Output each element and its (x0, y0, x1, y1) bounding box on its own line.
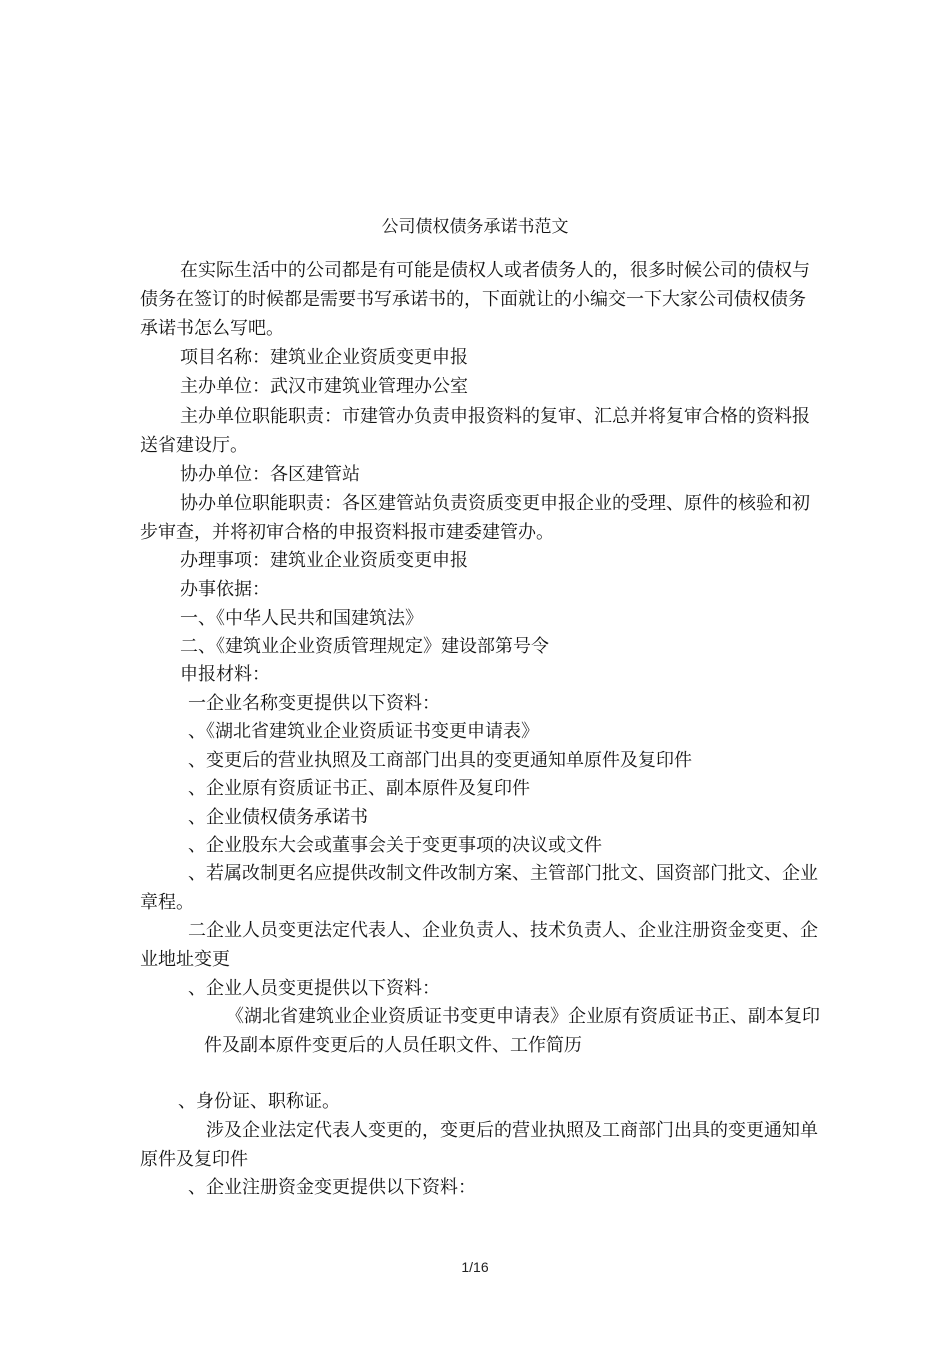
legal-rep-change-paragraph: 涉及企业法定代表人变更的，变更后的营业执照及工商部门出具的变更通知单原件及复印件 (140, 1120, 818, 1170)
assist-unit-line: 协办单位：各区建管站 (180, 464, 360, 485)
intro-paragraph: 在实际生活中的公司都是有可能是债权人或者债务人的，很多时候公司的债权与债务在签订的时候都是需要书写承诺书的，下面就让的小编交一下大家公司债权债务承诺书怎么写吧。 (140, 260, 810, 339)
basis-item-2: 二、《建筑业企业资质管理规定》建设部第号令 (180, 636, 549, 657)
name-change-item-3: 、企业原有资质证书正、副本原件及复印件 (188, 778, 530, 799)
personnel-change-heading: 二企业人员变更法定代表人、企业负责人、技术负责人、企业注册资金变更、企业地址变更 (140, 920, 818, 970)
name-change-item-6: 、若属改制更名应提供改制文件改制方案、主管部门批文、国资部门批文、企业章程。 (140, 863, 818, 913)
materials-heading: 申报材料： (180, 664, 270, 685)
page-number: 1/16 (461, 1259, 489, 1275)
host-unit-line: 主办单位：武汉市建筑业管理办公室 (180, 376, 468, 397)
name-change-heading: 一企业名称变更提供以下资料： (188, 693, 440, 714)
project-name-line: 项目名称：建筑业企业资质变更申报 (180, 347, 468, 368)
personnel-materials-block: 《湖北省建筑业企业资质证书变更申请表》企业原有资质证书正、副本复印件及副本原件变更后的人员任职文件、工作简历 (204, 1006, 820, 1056)
matter-line: 办理事项：建筑业企业资质变更申报 (180, 550, 468, 571)
basis-heading: 办事依据： (180, 579, 270, 600)
host-duty-paragraph: 主办单位职能职责：市建管办负责申报资料的复审、汇总并将复审合格的资料报送省建设厅。 (140, 406, 810, 456)
basis-item-1: 一、《中华人民共和国建筑法》 (180, 608, 423, 629)
name-change-item-2: 、变更后的营业执照及工商部门出具的变更通知单原件及复印件 (188, 750, 692, 771)
assist-duty-paragraph: 协办单位职能职责：各区建管站负责资质变更申报企业的受理、原件的核验和初步审查，并将初审合格的申报资料报市建委建管办。 (140, 493, 810, 543)
name-change-item-5: 、企业股东大会或董事会关于变更事项的决议或文件 (188, 835, 602, 856)
name-change-item-4: 、企业债权债务承诺书 (188, 807, 368, 828)
capital-change-heading: 、企业注册资金变更提供以下资料： (188, 1177, 476, 1198)
document-title: 公司债权债务承诺书范文 (381, 217, 569, 237)
name-change-item-1: 、《湖北省建筑业企业资质证书变更申请表》 (188, 721, 539, 742)
id-certificate-line: 、身份证、职称证。 (178, 1091, 340, 1112)
personnel-change-subheading: 、企业人员变更提供以下资料： (188, 978, 440, 999)
